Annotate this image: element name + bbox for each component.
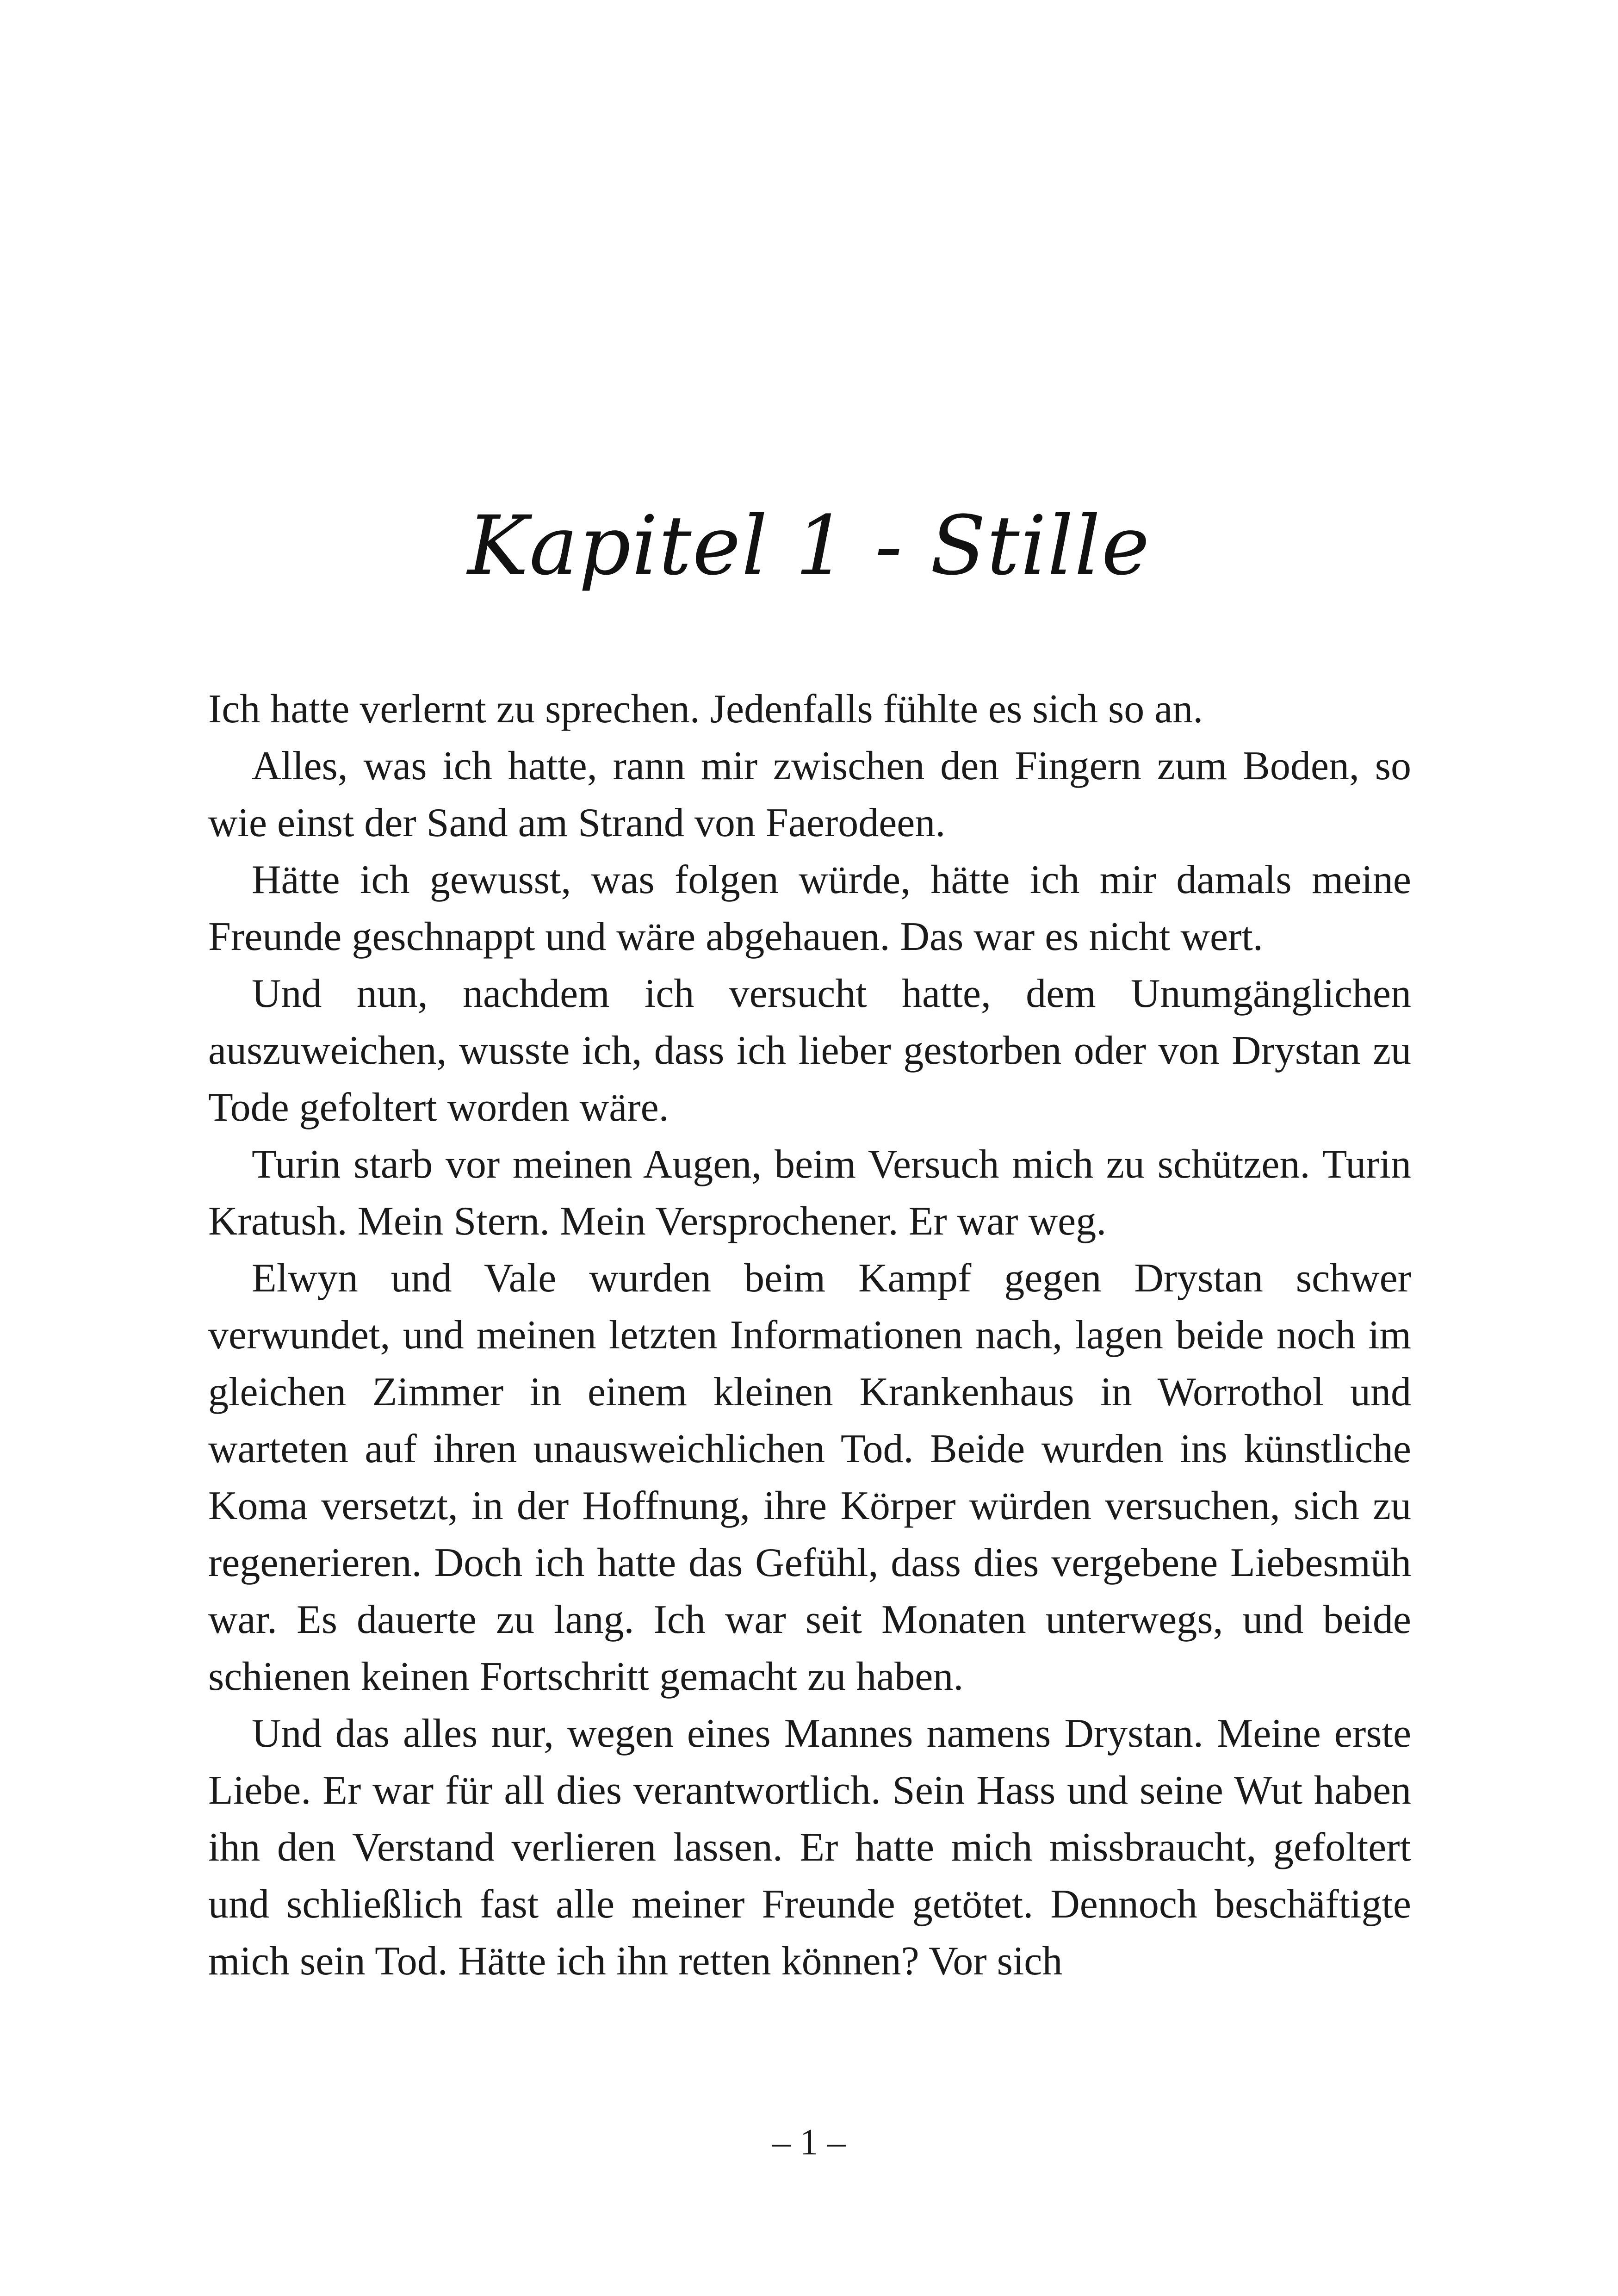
page-number: – 1 –	[772, 2122, 846, 2163]
chapter-title: Kapitel 1 - Stille	[467, 498, 1151, 593]
chapter-body	[208, 681, 1411, 1990]
paragraph: Ich hatte verlernt zu sprechen. Jedenfalls fühlte es sich so an.	[208, 687, 1203, 732]
paragraph: Turin starb vor meinen Augen, beim Versuch mich zu schützen. Turin Kratush. Mein Stern. Mein Versprochener. Er war weg.	[208, 1142, 1411, 1244]
paragraph: Und nun, nachdem ich versucht hatte, dem Unumgänglichen auszuweichen, wusste ich, dass ich lieber gestorben oder von Drystan zu Tode gefoltert worden wäre.	[208, 971, 1411, 1130]
paragraph: Alles, was ich hatte, rann mir zwischen den Fingern zum Boden, so wie einst der Sand am Strand von Faerodeen.	[208, 744, 1411, 845]
paragraph-last-continues: Und das alles nur, wegen eines Mannes namens Drystan. Meine erste Liebe. Er war für all dies verantwortlich. Sein Hass und seine Wut haben ihn den Verstand verlieren lassen. Er hatte mich missbraucht, gefoltert und schließlich fast alle meiner Freunde getötet. Dennoch beschäftigte mich sein Tod. Hätte ich ihn retten können? Vor sich	[208, 1711, 1411, 1984]
paragraph: Hätte ich gewusst, was folgen würde, hätte ich mir damals meine Freunde geschnappt und wäre abgehauen. Das war es nicht wert.	[208, 857, 1411, 959]
paragraph: Elwyn und Vale wurden beim Kampf gegen Drystan schwer verwundet, und meinen letzten Informationen nach, lagen beide noch im gleichen Zimmer in einem kleinen Krankenhaus in Worrothol und warteten auf ihren unausweichlichen Tod. Beide wurden ins künstliche Koma versetzt, in der Hoffnung, ihre Körper würden versuchen, sich zu regenerieren. Doch ich hatte das Gefühl, dass dies vergebene Liebesmüh war. Es dauerte zu lang. Ich war seit Monaten unterwegs, und beide schienen keinen Fortschritt gemacht zu haben.	[208, 1256, 1411, 1699]
